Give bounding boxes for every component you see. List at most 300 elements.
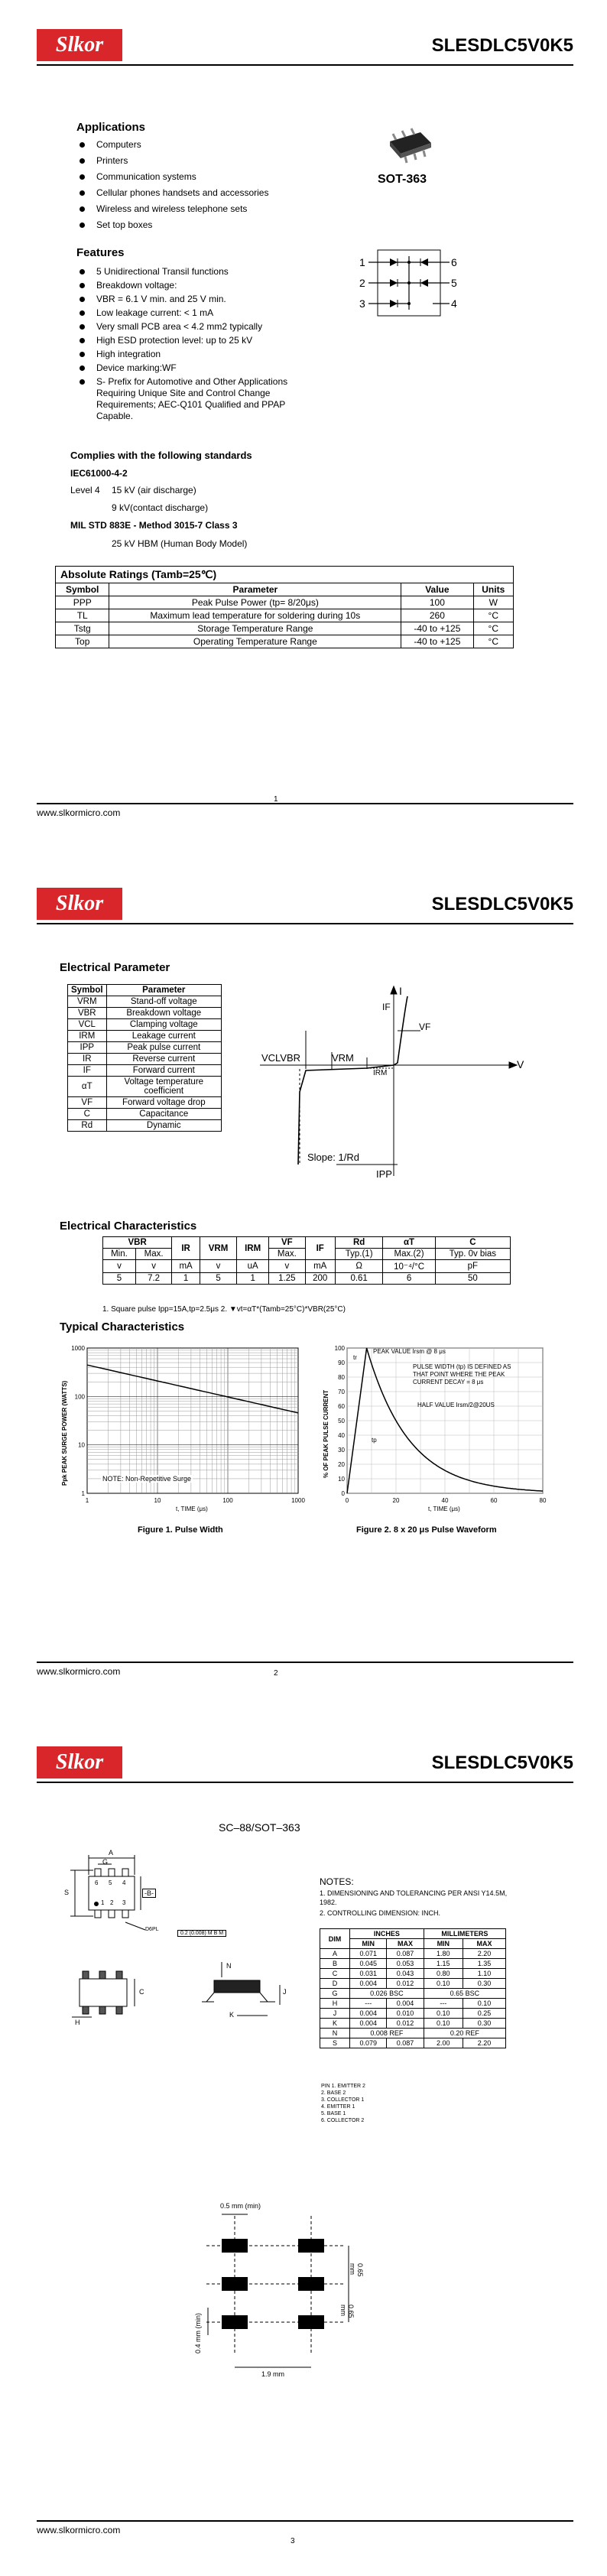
dim-cell: 0.043 — [387, 1969, 424, 1979]
application-item: Communication systems — [76, 171, 306, 183]
fig2-xtick: 60 — [490, 1497, 498, 1504]
ec-value-cell: 6 — [383, 1273, 435, 1285]
dim-cell: 1.80 — [424, 1949, 463, 1959]
application-item: Cellular phones handsets and accessories — [76, 187, 306, 199]
ep-cell: IRM — [68, 1031, 107, 1042]
typical-characteristics-heading: Typical Characteristics — [60, 1320, 185, 1333]
table-row — [320, 1979, 506, 1989]
electrical-parameter-table — [67, 984, 222, 1132]
pin-assignment-item: 5. BASE 1 — [321, 2111, 346, 2116]
iv-label-vcl-vbr: VCLVBR — [261, 1052, 301, 1064]
datum-b-label: -B- — [142, 1889, 156, 1898]
ec-value-cell: 0.61 — [335, 1273, 383, 1285]
fig2-ytick: 20 — [338, 1461, 345, 1468]
fig1-curve — [87, 1365, 298, 1413]
page-number: 2 — [274, 1669, 278, 1678]
fig2-ytick: 0 — [341, 1490, 345, 1497]
package-title: SC–88/SOT–363 — [219, 1821, 300, 1834]
dim-cell: 0.004 — [350, 1979, 387, 1989]
ep-cell: VCL — [68, 1019, 107, 1031]
ec-head-at: αT — [383, 1237, 435, 1249]
iv-label-i: I — [399, 985, 402, 997]
fig1-ytick: 1000 — [71, 1345, 85, 1352]
application-item: Set top boxes — [76, 219, 306, 231]
ep-cell: C — [68, 1109, 107, 1120]
pin-4-label: 4 — [451, 297, 457, 310]
page-number: 1 — [274, 795, 278, 804]
table-row — [68, 1031, 222, 1042]
dim-cell: 0.25 — [463, 2009, 505, 2019]
ep-cell: Voltage temperature coefficient — [106, 1077, 221, 1097]
dim-cell: 0.045 — [350, 1959, 387, 1969]
ec-unit-cell: v — [269, 1260, 305, 1273]
ec-value-cell: 1 — [172, 1273, 200, 1285]
fig1-note: NOTE: Non-Repetitive Surge — [102, 1475, 192, 1483]
dim-cell: N — [320, 2029, 350, 2038]
dim-cell: S — [320, 2038, 350, 2048]
ep-cell: Forward current — [106, 1065, 221, 1077]
table-row — [320, 2019, 506, 2029]
features-heading: Features — [76, 246, 125, 259]
abs-cell: PPP — [56, 596, 109, 609]
absolute-ratings-block — [55, 566, 514, 648]
fig2-ytick: 30 — [338, 1447, 345, 1454]
page-3 — [0, 1717, 607, 2576]
abs-cell: Top — [56, 635, 109, 648]
application-item: Wireless and wireless telephone sets — [76, 203, 306, 215]
package-side-view — [191, 1954, 298, 2031]
application-item: Printers — [76, 155, 306, 167]
page-footer — [37, 803, 573, 818]
ep-cell: Forward voltage drop — [106, 1097, 221, 1109]
abs-cell: °C — [473, 609, 514, 622]
table-row — [320, 2029, 506, 2038]
ep-cell: Capacitance — [106, 1109, 221, 1120]
note-2: 2. CONTROLLING DIMENSION: INCH. — [320, 1909, 441, 1917]
abs-cell: 100 — [401, 596, 473, 609]
sot363-package-icon — [382, 126, 436, 166]
fp-pitch-1: 0.65 mm — [349, 2263, 364, 2277]
inches-col: INCHES — [350, 1929, 424, 1939]
ec-head-rd: Rd — [335, 1237, 383, 1249]
dimension-table — [320, 1928, 506, 2048]
ec-sub-at-max: Max.(2) — [383, 1249, 435, 1260]
dim-cell: A — [320, 1949, 350, 1959]
ep-cell: IPP — [68, 1042, 107, 1054]
col-parameter: Parameter — [106, 985, 221, 996]
abs-cell: Tstg — [56, 622, 109, 635]
dim-cell: 2.00 — [424, 2038, 463, 2048]
fig2-tr-label: tr — [353, 1354, 357, 1361]
ec-unit-cell: v — [135, 1260, 171, 1273]
ep-cell: VBR — [68, 1008, 107, 1019]
iv-label-if: IF — [382, 1002, 391, 1012]
ep-cell: IR — [68, 1054, 107, 1065]
applications-list — [76, 139, 306, 236]
abs-header-cell: Symbol — [56, 583, 109, 596]
dim-cell: 0.004 — [387, 1999, 424, 2009]
table-row — [68, 1019, 222, 1031]
figure-1-caption: Figure 1. Pulse Width — [138, 1525, 223, 1535]
dim-j-label: J — [283, 1988, 287, 1996]
level-4: Level 4 — [70, 485, 100, 495]
ep-cell: Peak pulse current — [106, 1042, 221, 1054]
sub-min: MIN — [424, 1939, 463, 1949]
ec-unit-cell: 10⁻⁴/°C — [383, 1260, 435, 1273]
dim-a-label: A — [109, 1849, 114, 1856]
fig1-xlabel: t, TIME (μs) — [176, 1506, 208, 1512]
dim-col: DIM — [320, 1929, 350, 1949]
ec-sub-vf-max: Max. — [269, 1249, 305, 1260]
application-item: Computers — [76, 139, 306, 151]
fig2-xtick: 40 — [441, 1497, 449, 1504]
fp-pitch-2: 0.65 mm — [339, 2305, 355, 2318]
ep-cell: αT — [68, 1077, 107, 1097]
ec-value-cell: 5 — [103, 1273, 136, 1285]
abs-cell: Operating Temperature Range — [109, 635, 401, 648]
contact-discharge: 9 kV(contact discharge) — [112, 502, 209, 513]
table-row — [56, 596, 514, 609]
dim-cell: 1.10 — [463, 1969, 505, 1979]
ec-value-cell: 1 — [237, 1273, 269, 1285]
table-row — [320, 1989, 506, 1999]
feature-item: High integration — [76, 349, 306, 360]
dim-cell: 0.079 — [350, 2038, 387, 2048]
fig2-ytick: 100 — [334, 1345, 345, 1352]
ep-cell: Clamping voltage — [106, 1019, 221, 1031]
pinout-diagram — [359, 249, 459, 317]
dim-cell: D — [320, 1979, 350, 1989]
dim-h-label: H — [75, 2019, 80, 2026]
table-row — [68, 1008, 222, 1019]
pin-5-mark: 5 — [109, 1879, 112, 1886]
pin-2-mark: 2 — [110, 1899, 114, 1906]
ec-value-cell: 5 — [200, 1273, 236, 1285]
ec-unit-cell: mA — [305, 1260, 335, 1273]
applications-heading: Applications — [76, 121, 146, 134]
tolerance-frame: 0.2 (0.008) M B M — [177, 1930, 226, 1937]
pin-6-mark: 6 — [95, 1879, 99, 1886]
electrical-characteristics-heading: Electrical Characteristics — [60, 1220, 197, 1233]
fig1-ytick: 1 — [81, 1490, 85, 1497]
ec-sub-max: Max. — [135, 1249, 171, 1260]
table-row — [320, 1969, 506, 1979]
dim-d-label: D6PL — [145, 1927, 159, 1932]
complies-heading: Complies with the following standards — [70, 450, 252, 461]
feature-item: 5 Unidirectional Transil functions — [76, 266, 306, 278]
slkor-logo: Slkor — [37, 888, 122, 920]
slkor-logo: Slkor — [37, 29, 122, 61]
ec-head-if: IF — [305, 1237, 335, 1260]
footer-url: www.slkormicro.com — [37, 1666, 121, 1677]
feature-item: High ESD protection level: up to 25 kV — [76, 335, 306, 346]
iv-label-vrm: VRM — [332, 1052, 354, 1064]
pin-assignment-item: 6. COLLECTOR 2 — [321, 2118, 365, 2123]
dim-cell: 0.012 — [387, 1979, 424, 1989]
table-row — [68, 1109, 222, 1120]
iv-characteristic-diagram — [252, 985, 527, 1184]
page-1 — [0, 0, 607, 859]
ec-unit-cell: mA — [172, 1260, 200, 1273]
ep-cell: VF — [68, 1097, 107, 1109]
pin-4-mark: 4 — [122, 1879, 126, 1886]
ec-unit-cell: pF — [435, 1260, 510, 1273]
dim-cell: 1.35 — [463, 1959, 505, 1969]
ec-unit-cell: v — [200, 1260, 236, 1273]
ec-head-irm: IRM — [237, 1237, 269, 1260]
dim-cell: 0.20 REF — [424, 2029, 505, 2038]
footer-url: www.slkormicro.com — [37, 2525, 121, 2535]
electrical-characteristics-table — [102, 1236, 511, 1285]
table-row — [320, 1949, 506, 1959]
iv-label-ipp: IPP — [376, 1168, 392, 1180]
dim-cell: 0.10 — [463, 1999, 505, 2009]
dim-cell: 0.10 — [424, 2019, 463, 2029]
table-row — [56, 635, 514, 648]
pin-3-label: 3 — [359, 297, 365, 310]
dim-cell: 0.10 — [424, 1979, 463, 1989]
notes-heading: NOTES: — [320, 1876, 354, 1887]
dim-cell: --- — [350, 1999, 387, 2009]
fig2-ytick: 50 — [338, 1418, 345, 1424]
page-header — [37, 1746, 573, 1783]
abs-header-cell: Units — [473, 583, 514, 596]
feature-item: VBR = 6.1 V min. and 25 V min. — [76, 294, 306, 305]
abs-cell: -40 to +125 — [401, 635, 473, 648]
abs-cell: Maximum lead temperature for soldering during 10s — [109, 609, 401, 622]
page-2 — [0, 859, 607, 1717]
figure-2-caption: Figure 2. 8 x 20 μs Pulse Waveform — [356, 1525, 497, 1535]
dim-k-label: K — [229, 2011, 235, 2019]
dim-cell: 0.008 REF — [350, 2029, 424, 2038]
table-row — [56, 622, 514, 635]
features-list — [76, 266, 306, 424]
figure-1-chart — [61, 1340, 306, 1524]
abs-cell: 260 — [401, 609, 473, 622]
dim-g-label: G — [102, 1858, 109, 1866]
table-row — [68, 1097, 222, 1109]
ec-value-cell: 1.25 — [269, 1273, 305, 1285]
fig2-xtick: 0 — [345, 1497, 349, 1504]
sub-max: MAX — [387, 1939, 424, 1949]
fig2-annotation-peak: PEAK VALUE Irsm @ 8 μs — [373, 1348, 446, 1355]
pin-3-mark: 3 — [122, 1899, 126, 1906]
hbm-level: 25 kV HBM (Human Body Model) — [112, 538, 248, 549]
dim-cell: 0.80 — [424, 1969, 463, 1979]
abs-cell: W — [473, 596, 514, 609]
fig2-ylabel: % OF PEAK PULSE CURRENT — [323, 1389, 329, 1478]
page-header — [37, 29, 573, 66]
fp-pad-width: 0.5 mm (min) — [220, 2202, 261, 2210]
table-row — [56, 609, 514, 622]
pin-6-label: 6 — [451, 256, 457, 268]
dim-cell: 2.20 — [463, 2038, 505, 2048]
dim-n-label: N — [226, 1962, 232, 1970]
fig2-annotation-half: HALF VALUE Irsm/2@20US — [417, 1402, 495, 1408]
fig2-xlabel: t, TIME (μs) — [428, 1506, 460, 1512]
dim-cell: J — [320, 2009, 350, 2019]
table-row — [320, 1999, 506, 2009]
dim-cell: 1.15 — [424, 1959, 463, 1969]
pin-assignment-item: 4. EMITTER 1 — [321, 2104, 355, 2110]
dim-cell: 0.053 — [387, 1959, 424, 1969]
dim-cell: B — [320, 1959, 350, 1969]
pin-assignment-item: 2. BASE 2 — [321, 2090, 346, 2096]
pin-1-label: 1 — [359, 256, 365, 268]
abs-header-cell: Parameter — [109, 583, 401, 596]
dim-cell: 2.20 — [463, 1949, 505, 1959]
ec-head-c: C — [435, 1237, 510, 1249]
footprint-diagram — [191, 2201, 375, 2399]
dim-s-label: S — [64, 1889, 70, 1896]
abs-cell: TL — [56, 609, 109, 622]
figure-2-chart — [321, 1340, 550, 1524]
dim-cell: 0.026 BSC — [350, 1989, 424, 1999]
dim-cell: 0.010 — [387, 2009, 424, 2019]
ec-sub-rd-typ: Typ.(1) — [335, 1249, 383, 1260]
footer-url: www.slkormicro.com — [37, 807, 121, 818]
fp-pad-height: 0.4 mm (min) — [194, 2312, 202, 2353]
feature-item: Device marking:WF — [76, 362, 306, 374]
table-row — [68, 996, 222, 1008]
slkor-logo: Slkor — [37, 1746, 122, 1779]
feature-item: S- Prefix for Automotive and Other Applications Requiring Unique Site and Control Change Requirements; AEC-Q101 Qualified and PPAP Capable. — [76, 376, 306, 422]
mil-standard: MIL STD 883E - Method 3015-7 Class 3 — [70, 520, 238, 531]
fig1-ytick: 100 — [74, 1393, 85, 1401]
table-row — [68, 1065, 222, 1077]
fig2-ytick: 60 — [338, 1403, 345, 1410]
ec-head-vf: VF — [269, 1237, 305, 1249]
table-row — [68, 1120, 222, 1132]
abs-cell: Storage Temperature Range — [109, 622, 401, 635]
note-1: 1. DIMENSIONING AND TOLERANCING PER ANSI Y14.5M, 1982. — [320, 1889, 508, 1906]
dim-cell: 0.012 — [387, 2019, 424, 2029]
abs-header-cell: Value — [401, 583, 473, 596]
part-number-title: SLESDLC5V0K5 — [431, 894, 573, 914]
air-discharge: 15 kV (air discharge) — [112, 485, 196, 495]
pin-1-mark: 1 — [101, 1899, 105, 1906]
fig1-xtick: 10 — [154, 1497, 161, 1504]
ep-cell: Dynamic — [106, 1120, 221, 1132]
dim-cell: 0.30 — [463, 2019, 505, 2029]
dim-c-label: C — [139, 1988, 144, 1996]
fig2-tp-label: tp — [372, 1437, 377, 1444]
pin-2-label: 2 — [359, 277, 365, 289]
fig2-ytick: 40 — [338, 1432, 345, 1439]
sub-max: MAX — [463, 1939, 505, 1949]
fp-span: 1.9 mm — [261, 2370, 285, 2378]
dim-cell: 0.65 BSC — [424, 1989, 505, 1999]
ep-cell: Reverse current — [106, 1054, 221, 1065]
dim-cell: 0.10 — [424, 2009, 463, 2019]
mm-col: MILLIMETERS — [424, 1929, 505, 1939]
dim-cell: K — [320, 2019, 350, 2029]
iv-label-v: V — [517, 1058, 524, 1070]
feature-item: Breakdown voltage: — [76, 280, 306, 291]
dim-cell: C — [320, 1969, 350, 1979]
ep-cell: VRM — [68, 996, 107, 1008]
fig1-ylabel: Ppk PEAK SURGE POWER (WATTS) — [61, 1380, 68, 1486]
fig2-ytick: 80 — [338, 1374, 345, 1381]
ec-head-ir: IR — [172, 1237, 200, 1260]
electrical-parameter-heading: Electrical Parameter — [60, 961, 170, 974]
ec-unit-cell: Ω — [335, 1260, 383, 1273]
abs-cell: -40 to +125 — [401, 622, 473, 635]
package-end-view — [69, 1967, 153, 2026]
fig2-ytick: 70 — [338, 1389, 345, 1395]
dim-cell: 0.087 — [387, 2038, 424, 2048]
ec-sub-c-typ: Typ. 0v bias — [435, 1249, 510, 1260]
fig2-ytick: 10 — [338, 1476, 345, 1483]
page-number: 3 — [291, 2537, 295, 2545]
ec-unit-cell: v — [103, 1260, 136, 1273]
fig2-xtick: 20 — [392, 1497, 400, 1504]
table-row — [68, 1054, 222, 1065]
absolute-ratings-title: Absolute Ratings (Tamb=25℃) — [55, 566, 514, 583]
ep-cell: Breakdown voltage — [106, 1008, 221, 1019]
fig2-ytick: 90 — [338, 1359, 345, 1366]
dim-cell: H — [320, 1999, 350, 2009]
ec-value-cell: 7.2 — [135, 1273, 171, 1285]
ec-head-vrm: VRM — [200, 1237, 236, 1260]
ep-cell: IF — [68, 1065, 107, 1077]
fig2-annotation-width: PULSE WIDTH (tp) IS DEFINED AS THAT POINT WHERE THE PEAK CURRENT DECAY = 8 μs — [413, 1363, 511, 1385]
ep-cell: Leakage current — [106, 1031, 221, 1042]
iv-label-vf: VF — [419, 1022, 431, 1032]
page-header — [37, 888, 573, 924]
ep-cell: Stand-off voltage — [106, 996, 221, 1008]
fig1-xtick: 100 — [222, 1497, 233, 1504]
dim-cell: 0.031 — [350, 1969, 387, 1979]
fig2-xtick: 80 — [539, 1497, 547, 1504]
sub-min: MIN — [350, 1939, 387, 1949]
ec-footnote: 1. Square pulse Ipp=15A,tp=2.5μs 2. ▼vt=αT*(Tamb=25°C)*VBR(25°C) — [102, 1305, 346, 1314]
abs-cell: °C — [473, 635, 514, 648]
dim-cell: 0.004 — [350, 2009, 387, 2019]
iv-slope-label: Slope: 1/Rd — [307, 1152, 359, 1163]
pin-assignment-item: 3. COLLECTOR 1 — [321, 2097, 365, 2103]
pin-assignment-list — [321, 2083, 365, 2124]
table-row — [68, 1042, 222, 1054]
ec-sub-min: Min. — [103, 1249, 136, 1260]
dim-cell: G — [320, 1989, 350, 1999]
fig1-xtick: 1000 — [291, 1497, 305, 1504]
fig1-ytick: 10 — [78, 1441, 85, 1449]
package-top-view — [61, 1849, 176, 1938]
table-row — [68, 1077, 222, 1097]
part-number-title: SLESDLC5V0K5 — [431, 35, 573, 56]
ec-unit-cell: uA — [237, 1260, 269, 1273]
iv-label-irm: IRM — [373, 1069, 388, 1077]
dim-cell: --- — [424, 1999, 463, 2009]
feature-item: Very small PCB area < 4.2 mm2 typically — [76, 321, 306, 333]
pin-assignment-item: PIN 1. EMITTER 2 — [321, 2084, 365, 2089]
part-number-title: SLESDLC5V0K5 — [431, 1753, 573, 1773]
dim-cell: 0.087 — [387, 1949, 424, 1959]
page-footer — [37, 1662, 573, 1677]
ep-cell: Rd — [68, 1120, 107, 1132]
package-label: SOT-363 — [378, 173, 427, 186]
table-row — [320, 1959, 506, 1969]
abs-cell: °C — [473, 622, 514, 635]
absolute-ratings-table — [55, 583, 514, 648]
fig1-xtick: 1 — [85, 1497, 89, 1504]
dim-cell: 0.30 — [463, 1979, 505, 1989]
iec-standard: IEC61000-4-2 — [70, 468, 128, 479]
page-footer — [37, 2520, 573, 2535]
ec-value-cell: 50 — [435, 1273, 510, 1285]
col-symbol: Symbol — [68, 985, 107, 996]
